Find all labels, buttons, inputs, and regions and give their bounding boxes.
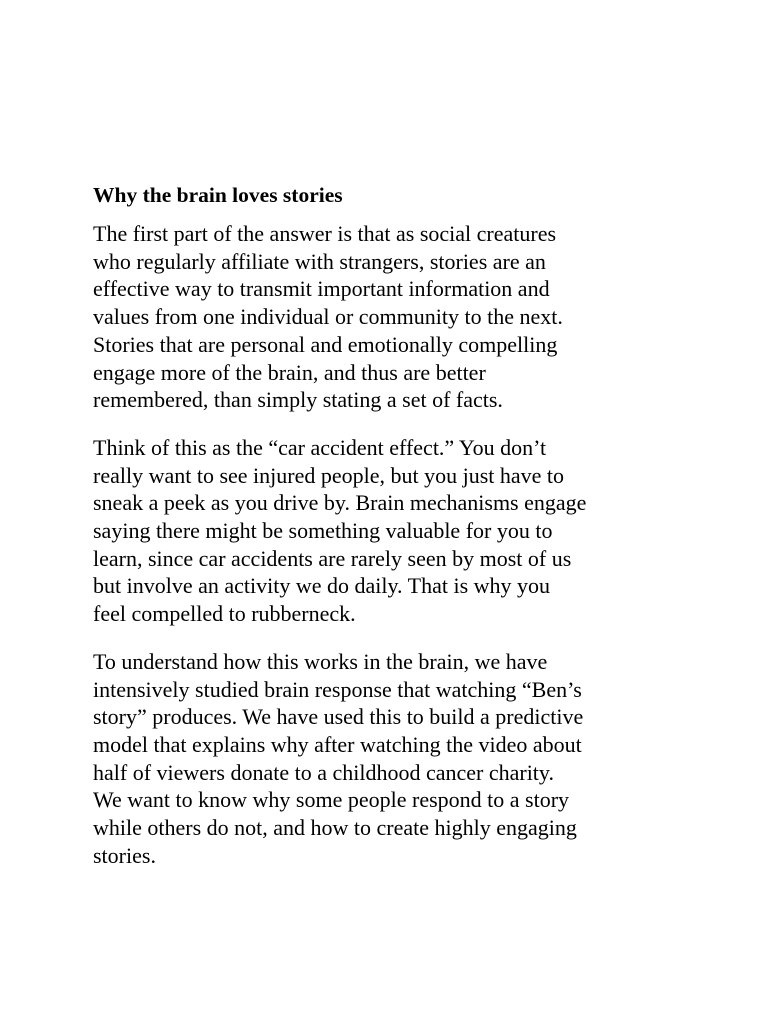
paragraph-line: story” produces. We have used this to build a predictive — [93, 704, 584, 730]
paragraph-line: but involve an activity we do daily. That is why you — [93, 573, 551, 599]
paragraph-line: Think of this as the “car accident effect.” You don’t — [93, 434, 547, 460]
paragraph-line: engage more of the brain, and thus are better — [93, 359, 486, 385]
paragraph-line: sneak a peek as you drive by. Brain mechanisms engage — [93, 490, 587, 516]
section-heading: Why the brain loves stories — [93, 183, 343, 207]
paragraph-line: feel compelled to rubberneck. — [93, 601, 356, 627]
document-body — [93, 180, 693, 889]
paragraph-line: To understand how this works in the brain, we have — [93, 648, 548, 674]
paragraph-3 — [93, 648, 693, 870]
paragraph-line: values from one individual or community to the next. — [93, 304, 563, 330]
paragraph-line: really want to see injured people, but you just have to — [93, 462, 565, 488]
paragraph-line: The first part of the answer is that as social creatures — [93, 221, 557, 246]
paragraph-line: half of viewers donate to a childhood cancer charity. — [93, 759, 554, 785]
paragraph-1 — [93, 220, 693, 414]
paragraph-line: while others do not, and how to create highly engaging — [93, 815, 577, 841]
paragraph-line: model that explains why after watching the video about — [93, 731, 582, 757]
paragraph-line: We want to know why some people respond to a story — [93, 787, 570, 813]
paragraph-line: learn, since car accidents are rarely seen by most of us — [93, 545, 572, 571]
paragraph-line: stories. — [93, 842, 156, 868]
paragraph-line: intensively studied brain response that watching “Ben’s — [93, 676, 582, 702]
paragraph-line: Stories that are personal and emotionally compelling — [93, 331, 558, 357]
paragraph-line: remembered, than simply stating a set of facts. — [93, 387, 503, 413]
paragraph-line: saying there might be something valuable for you to — [93, 518, 553, 544]
paragraph-line: who regularly affiliate with strangers, stories are an — [93, 248, 546, 274]
paragraph-2 — [93, 434, 693, 628]
paragraph-line: effective way to transmit important information and — [93, 276, 550, 302]
